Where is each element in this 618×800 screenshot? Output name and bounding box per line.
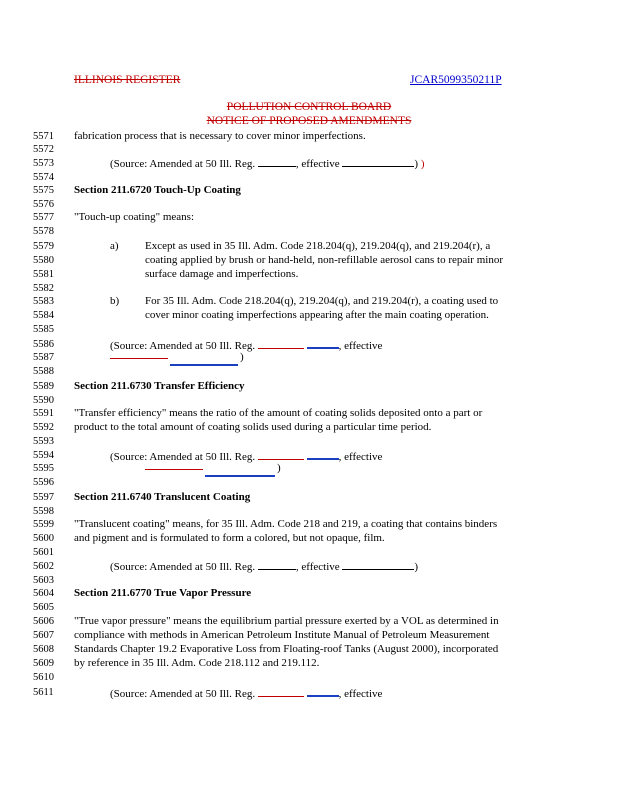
line-number: 5582: [33, 283, 54, 294]
source-note: (Source: Amended at 50 Ill. Reg. , effective: [110, 340, 383, 352]
line-number: 5597: [33, 492, 54, 503]
line-number: 5595: [33, 463, 54, 474]
line-number: 5606: [33, 616, 54, 627]
item-text: surface damage and imperfections.: [145, 268, 299, 280]
definition-text: and pigment and is formulated to form a colored, but not opaque, film.: [74, 532, 385, 544]
line-number: 5577: [33, 212, 54, 223]
line-number: 5573: [33, 158, 54, 169]
line-number: 5586: [33, 339, 54, 350]
line-number: 5588: [33, 366, 54, 377]
line-number: 5576: [33, 199, 54, 210]
line-number: 5587: [33, 352, 54, 363]
line-number: 5590: [33, 395, 54, 406]
strike-line: [145, 469, 203, 470]
source-note: (Source: Amended at 50 Ill. Reg. , effective ): [110, 561, 419, 573]
section-heading: Section 211.6770 True Vapor Pressure: [74, 587, 252, 599]
section-heading: Section 211.6730 Transfer Efficiency: [74, 380, 245, 392]
line-number: 5607: [33, 630, 54, 641]
line-number: 5571: [33, 131, 54, 142]
line-number: 5572: [33, 144, 54, 155]
line-number: 5583: [33, 296, 54, 307]
notice-title: NOTICE OF PROPOSED AMENDMENTS: [206, 115, 412, 127]
definition-text: compliance with methods in American Petroleum Institute Manual of Petroleum Measurement: [74, 629, 490, 641]
line-number: 5598: [33, 506, 54, 517]
line-number: 5579: [33, 241, 54, 252]
source-note: (Source: Amended at 50 Ill. Reg. , effective: [110, 451, 383, 463]
line-number: 5581: [33, 269, 54, 280]
insert-line: [170, 364, 238, 366]
line-number: 5591: [33, 408, 54, 419]
strike-line: [110, 358, 168, 359]
line-number: 5609: [33, 658, 54, 669]
line-number: 5610: [33, 672, 54, 683]
item-label: b): [110, 295, 120, 307]
definition-text: by reference in 35 Ill. Adm. Code 218.112 and 219.112.: [74, 657, 320, 669]
line-number: 5600: [33, 533, 54, 544]
item-text: Except as used in 35 Ill. Adm. Code 218.204(q), 219.204(q), and 219.204(r), a: [145, 240, 491, 252]
line-number: 5575: [33, 185, 54, 196]
line-number: 5602: [33, 561, 54, 572]
line-number: 5601: [33, 547, 54, 558]
line-number: 5574: [33, 172, 54, 183]
line-number: 5608: [33, 644, 54, 655]
source-close: ): [240, 351, 244, 363]
definition-text: "True vapor pressure" means the equilibrium partial pressure exerted by a VOL as determined in: [74, 615, 499, 627]
line-number: 5585: [33, 324, 54, 335]
source-note: (Source: Amended at 50 Ill. Reg. , effective: [110, 688, 383, 700]
source-note: (Source: Amended at 50 Ill. Reg. , effective ) ): [110, 158, 425, 170]
board-name: POLLUTION CONTROL BOARD: [226, 101, 392, 113]
section-heading: Section 211.6740 Translucent Coating: [74, 491, 251, 503]
item-text: For 35 Ill. Adm. Code 218.204(q), 219.204(q), and 219.204(r), a coating used to: [145, 295, 499, 307]
line-number: 5578: [33, 226, 54, 237]
line-number: 5584: [33, 310, 54, 321]
item-text: coating applied by brush or hand-held, non-refillable aerosol cans to repair minor: [145, 254, 503, 266]
line-number: 5589: [33, 381, 54, 392]
definition-text: product to the total amount of coating solids used during a particular time period.: [74, 421, 432, 433]
line-number: 5611: [33, 687, 54, 698]
definition-text: "Transfer efficiency" means the ratio of the amount of coating solids deposited onto a part or: [74, 407, 483, 419]
line-number: 5605: [33, 602, 54, 613]
jcar-id: JCAR5099350211P: [410, 74, 502, 86]
line-number: 5592: [33, 422, 54, 433]
definition-text: "Translucent coating" means, for 35 Ill. Adm. Code 218 and 219, a coating that contains binders: [74, 518, 498, 530]
line-number: 5596: [33, 477, 54, 488]
item-label: a): [110, 240, 119, 252]
definition-text: Standards Chapter 19.2 Evaporative Loss from Floating-roof Tanks (August 2000), incorporated: [74, 643, 499, 655]
text-line: fabrication process that is necessary to cover minor imperfections.: [74, 130, 366, 142]
item-text: cover minor coating imperfections appearing after the main coating operation.: [145, 309, 489, 321]
line-number: 5603: [33, 575, 54, 586]
definition-text: "Touch-up coating" means:: [74, 211, 195, 223]
line-number: 5594: [33, 450, 54, 461]
line-number: 5580: [33, 255, 54, 266]
insert-line: [205, 475, 275, 477]
register-header: ILLINOIS REGISTER: [74, 74, 181, 86]
line-number: 5593: [33, 436, 54, 447]
line-number: 5604: [33, 588, 54, 599]
line-number: 5599: [33, 519, 54, 530]
section-heading: Section 211.6720 Touch-Up Coating: [74, 184, 241, 196]
source-close: ): [277, 462, 281, 474]
